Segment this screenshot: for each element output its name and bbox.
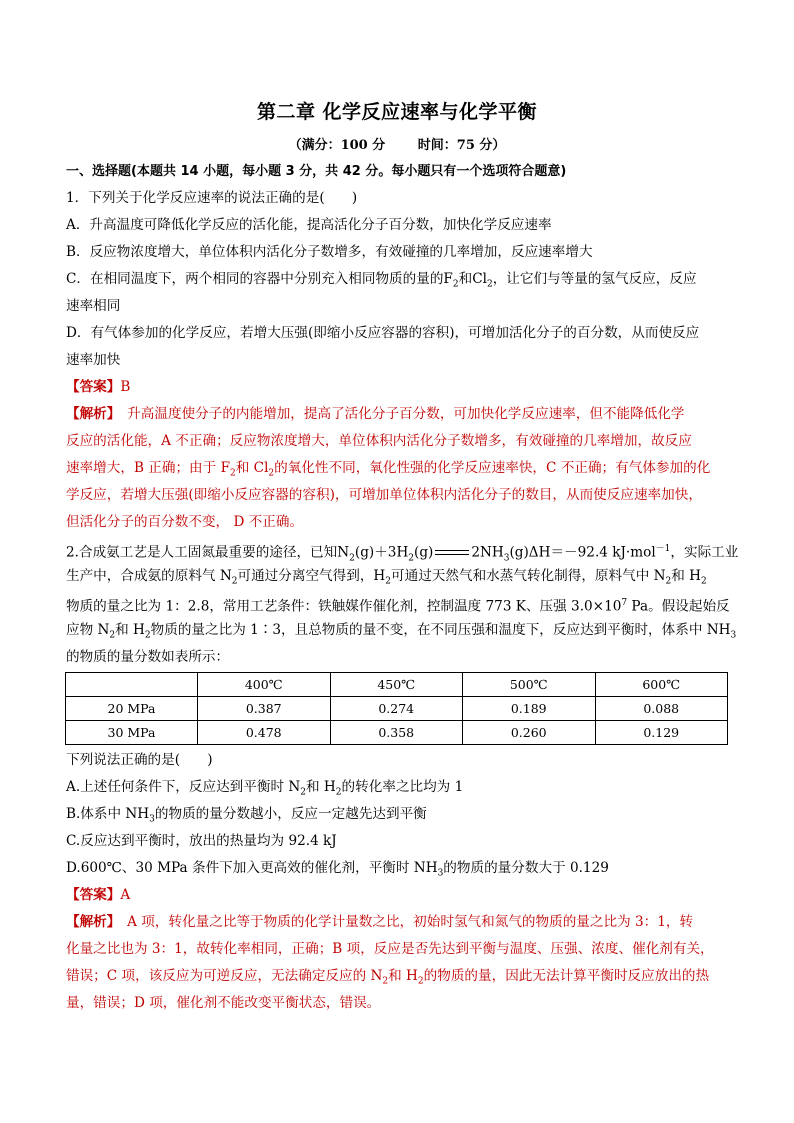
q1-option-d: D．有气体参加的化学反应，若增大压强(即缩小反应容器的容积)，可增加活化分子的百分数，从而使反应 [66,325,700,341]
table-header-cell: 600℃ [595,673,728,697]
table-cell: 0.358 [330,721,463,745]
full-score: （满分：100 分 [288,138,386,153]
q2-line-2: 生产中，合成氨的原料气 $N_2$可通过分离空气得到，$H_2$可通过天然气和水蒸气转化制得，原料气中 $N_2$和 $H_2$ [66,568,707,587]
table-row [66,697,728,721]
table-header-cell [66,673,198,697]
q1-stem: 1．下列关于化学反应速率的说法正确的是( ) [66,190,358,206]
q2-line-1: 2.合成氨工艺是人工固氮最重要的途径，已知$N_2(g)+3H_2(g)$ $2NH_3(g)\Delta H=-92.4$ kJ·mol$^{-1}$，实际工业 [66,544,739,564]
equilibrium-arrow-icon [435,548,469,558]
q2-stem: 下列说法正确的是( ) [66,752,213,768]
q1-option-d-cont: 速率加快 [66,352,121,368]
q2-analysis-2: 化量之比也为 3：1，故转化率相同，正确；B 项，反应是否先达到平衡与温度、压强、浓度、催化剂有关， [66,941,714,957]
table-header-cell: 400℃ [198,673,331,697]
table-header-row [66,673,728,697]
table-cell: 0.129 [595,721,728,745]
table-cell: 0.260 [463,721,596,745]
q1-analysis-3: 速率增大，B 正确；由于 $F_2$和 $Cl_2$的氧化性不同，氧化性强的化学反应速率快，C 不正确；有气体参加的化 [66,460,711,479]
q1-answer: 【答案】B [66,379,131,395]
q1-analysis-1: 【解析】 升高温度使分子的内能增加，提高了活化分子百分数，可加快化学反应速率，但不能降低化学 [66,406,685,422]
q2-option-c: C.反应达到平衡时，放出的热量均为 92.4 kJ [66,833,337,849]
equilibrium-data-table [65,672,728,745]
q1-option-c: C．在相同温度下，两个相同的容器中分别充入相同物质的量的$F_2$和$Cl_2$，让它们与等量的氢气反应，反应 [66,271,697,290]
table-cell: 0.478 [198,721,331,745]
table-cell: 20 MPa [66,697,198,721]
q2-option-a: A.上述任何条件下，反应达到平衡时 $N_2$和 $H_2$的转化率之比均为 1 [66,779,464,798]
q1-option-c-cont: 速率相同 [66,298,121,314]
section-heading: 一、选择题(本题共 14 小题，每小题 3 分，共 42 分。每小题只有一个选项符合题意) [66,164,567,179]
q2-analysis-1: 【解析】 A 项，转化量之比等于物质的化学计量数之比，初始时氢气和氮气的物质的量之比为 3：1，转 [66,914,694,930]
table-header-cell: 500℃ [463,673,596,697]
content [66,158,739,1017]
exam-meta [0,134,794,153]
q2-analysis-3: 错误；C 项，该反应为可逆反应，无法确定反应的 $N_2$和 $H_2$的物质的量，因此无法计算平衡时反应放出的热 [66,968,710,987]
q2-analysis-4: 量，错误；D 项，催化剂不能改变平衡状态，错误。 [66,995,381,1011]
q1-analysis-2: 反应的活化能，A 不正确；反应物浓度增大，单位体积内活化分子数增多，有效碰撞的几率增加，故反应 [66,433,692,449]
table-row [66,721,728,745]
q2-answer: 【答案】A [66,887,131,903]
q1-analysis-5: 但活化分子的百分数不变， D 不正确。 [66,514,304,530]
page-title: 第二章 化学反应速率与化学平衡 [256,101,538,123]
table-cell: 0.088 [595,697,728,721]
table-cell: 30 MPa [66,721,198,745]
q2-line-4: 应物 $N_2$和 $H_2$物质的量之比为 1∶3，且总物质的量不变，在不同压强和温度下，反应达到平衡时，体系中 $NH_3$ [66,622,737,641]
q1-option-b: B．反应物浓度增大，单位体积内活化分子数增多，有效碰撞的几率增加，反应速率增大 [66,244,593,260]
table-cell: 0.274 [330,697,463,721]
table-cell: 0.387 [198,697,331,721]
q2-option-d: D.600℃、30 MPa 条件下加入更高效的催化剂，平衡时 $NH_3$的物质的量分数大于 0.129 [66,860,609,879]
table-cell: 0.189 [463,697,596,721]
q2-line-5: 的物质的量分数如表所示： [66,649,230,665]
q1-analysis-4: 学反应，若增大压强(即缩小反应容器的容积)，可增加单位体积内活化分子的数目，从而使反应速率加快， [66,487,702,503]
q2-line-3: 物质的量之比为 1：2.8，常用工艺条件：铁触媒作催化剂，控制温度 773 K、压强 $3.0\times 10^7$ Pa。假设起始反 [66,598,730,615]
time-limit: 时间：75 分） [417,138,506,153]
q2-option-b: B.体系中 $NH_3$的物质的量分数越小，反应一定越先达到平衡 [66,806,427,825]
q1-option-a: A．升高温度可降低化学反应的活化能，提高活化分子百分数，加快化学反应速率 [66,217,552,233]
table-header-cell: 450℃ [330,673,463,697]
